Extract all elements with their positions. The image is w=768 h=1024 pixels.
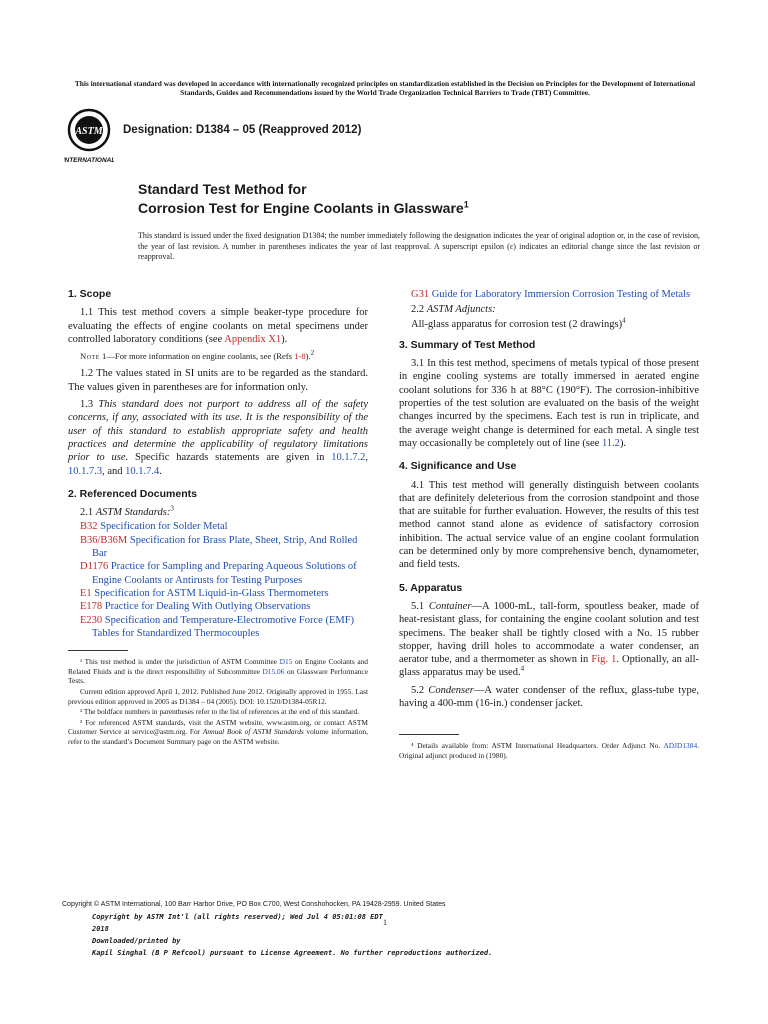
paragraph-2-1 (68, 506, 368, 519)
list-item (68, 600, 368, 613)
license-line-3: Kapil Singhal (B P Refcool) pursuant to License Agreement. No further reproductions authorized. (92, 949, 493, 957)
hazard-ref-link-2[interactable]: 10.1.7.3 (68, 465, 103, 477)
ref-code-link[interactable]: E1 (80, 587, 92, 599)
issuance-note: This standard is issued under the fixed designation D1384; the number immediately following the designation indicates the year of original adoption or, in the case of revision, the year of last revision. A number in parentheses indicates the year of last reapproval. A superscript epsilon (ε) indicates an editorial change since the last revision or reapproval. (138, 231, 700, 261)
fn1-b: on Engine Coolants and Related Fluids and is the direct responsibility of Subcommittee (68, 657, 368, 676)
fn4-b: . Original adjunct produced in (1980). (399, 741, 699, 760)
paragraph-1-3 (68, 398, 368, 478)
section-11-2-link[interactable]: 11.2 (601, 437, 620, 449)
appendix-link[interactable]: Appendix X1 (224, 333, 282, 345)
astm-logo-icon (64, 108, 114, 166)
paragraph-5-1 (399, 600, 699, 680)
note-sup: 2 (310, 349, 315, 358)
section-scope-heading: 1. Scope (68, 288, 112, 300)
ref-code-link[interactable]: D1176 (80, 561, 109, 573)
paragraph-5-1-end: . Optionally, an all-glass apparatus may be used. (399, 654, 699, 679)
fn3-italic: Annual Book of ASTM Standards (202, 727, 304, 737)
adjunct-item (399, 318, 699, 331)
sep-2: , and (102, 465, 126, 477)
paragraph-1-3-num: 1.3 (80, 399, 99, 411)
license-line-2: Downloaded/printed by (92, 937, 181, 945)
ref-code-link[interactable]: G31 (411, 289, 430, 300)
footnote-1 (68, 657, 368, 686)
paragraph-3-1-end: ). (619, 437, 627, 449)
astm-adjuncts-label: ASTM Adjuncts: (426, 304, 496, 316)
page-number: 1 (383, 918, 387, 927)
wto-notice: This international standard was developed in accordance with internationally recognized principles on standardization established in the Decision on Principles for the Development of International Standards, Guides and Recommendations issued by the World Trade Organization Technical Barriers to Trade (TBT) Committee. (74, 79, 696, 97)
reference-list (68, 520, 368, 640)
list-item (68, 587, 368, 600)
fn3-a: ³ For referenced ASTM standards, visit the ASTM website, www.astm.org, or contact ASTM Customer Service at service@astm.org. For (68, 717, 368, 737)
footnote-3 (68, 718, 368, 747)
hazard-ref-link-3[interactable]: 10.1.7.4 (125, 465, 160, 477)
ref-code-link[interactable]: E230 (80, 614, 103, 626)
paragraph-3-1-text: 3.1 In this test method, specimens of metals typical of those present in engine cooling systems are totally immersed in aerated engine coolant solutions for 336 h at 88°C (190°F). The corrosion-inhibitive properties of the test solution are evaluated on the basis of the weight changes incurred by the specimens. Each test is run in triplicate, and the average weight change is determined for each metal. A single test may occasionally be completely out of line (see (399, 358, 699, 449)
ref-title-link[interactable]: Specification and Temperature-Electromotive Force (EMF) Tables for Standardized Thermocouples (92, 614, 355, 639)
copyright-address: Copyright © ASTM International, 100 Barr Harbor Drive, PO Box C700, West Conshohocken, PA 19428-2959. United States (62, 901, 446, 908)
paragraph-4-1: 4.1 This test method will generally distinguish between coolants that are definitely deleterious from the corrosion standpoint and those that are suitable for further evaluation. However, the results of this test method cannot stand alone as evidence of satisfactory corrosion inhibition. The actual service value of an engine coolant formulation can be determined only by more comprehensive bench, dynamometer, and field tests. (399, 479, 699, 571)
section-significance-heading: 4. Significance and Use (399, 460, 517, 473)
ref-title-link[interactable]: Specification for ASTM Liquid-in-Glass Thermometers (91, 587, 329, 599)
list-item (68, 560, 368, 587)
fn1-a: ¹ This test method is under the jurisdiction of ASTM Committee (80, 657, 280, 667)
right-footnotes (399, 741, 699, 760)
footnote-divider (68, 650, 128, 651)
condenser-label: Condenser (428, 684, 474, 696)
title-line1: Standard Test Method for (138, 181, 307, 197)
reference-list-continued (399, 288, 699, 301)
paragraph-1-1 (68, 306, 368, 346)
document-title (138, 180, 698, 218)
ref-title-link[interactable]: Practice for Dealing With Outlying Observations (102, 601, 311, 613)
astm-standards-sup: 3 (170, 504, 174, 513)
license-stamp (92, 911, 493, 959)
section-summary-heading: 3. Summary of Test Method (399, 338, 536, 351)
fig-1-link[interactable]: Fig. 1 (591, 654, 617, 666)
paragraph-5-1-text: —A 1000-mL, tall-form, spoutless beaker, made of heat-resistant glass, for containing the engine coolant solution and test specimens. The beaker shall be tightly closed with a No. 15 rubber stopper, having drill holes to accommodate a water condenser, an aerator tube, and a thermometer as shown in (399, 600, 700, 666)
fn1-c: on Glassware Performance Tests. (68, 666, 368, 686)
title-line2-text: Corrosion Test for Engine Coolants in Glassware (138, 200, 464, 216)
left-column (68, 288, 368, 747)
note-text: 1—For more information on engine coolants, see (Refs (99, 351, 295, 362)
title-line2 (138, 199, 698, 218)
paragraph-1-2: 1.2 The values stated in SI units are to be regarded as the standard. The values given in parentheses are for information only. (68, 368, 368, 393)
paragraph-5-1-num: 5.1 (411, 600, 429, 612)
adjunct-link[interactable]: ADJD1384 (663, 741, 698, 751)
section-apparatus-heading: 5. Apparatus (399, 581, 463, 594)
list-item (399, 288, 699, 301)
paragraph-2-2 (399, 303, 699, 316)
footnote-2: ² The boldface numbers in parentheses refer to the list of references at the end of this standard. (80, 707, 360, 717)
paragraph-5-2-text: —A water condenser of the reflux, glass-tube type, having a 400-mm (16-in.) condenser jacket. (399, 684, 700, 710)
paragraph-5-2 (399, 684, 699, 711)
ref-code-link[interactable]: B32 (80, 521, 98, 533)
paragraph-5-1-sup: 4 (520, 664, 525, 673)
logo-letters: ASTM (75, 126, 103, 137)
astm-logo (64, 108, 114, 166)
logo-org: INTERNATIONAL (64, 157, 114, 164)
paragraph-1-3-end: . (159, 465, 162, 477)
ref-title-link[interactable]: Specification for Brass Plate, Sheet, Strip, And Rolled Bar (92, 534, 358, 560)
note-1 (68, 350, 368, 363)
astm-standards-label: ASTM Standards: (95, 507, 171, 519)
right-column (399, 288, 699, 762)
sep-1: , (365, 452, 368, 464)
note-end: ). (305, 351, 311, 362)
paragraph-5-2-num: 5.2 (411, 684, 429, 696)
fn3-b: volume information, refer to the standard’s Document Summary page on the ASTM website. (68, 727, 368, 746)
container-label: Container (428, 600, 472, 612)
footnote-1-edition: Current edition approved April 1, 2012. Published June 2012. Originally approved in 1955. Last previous edition approved in 2005 as D1384 – 04 (2005). DOI: 10.1520/D1384-05R12. (68, 686, 368, 706)
adjunct-sup: 4 (622, 316, 626, 325)
paragraph-3-1 (399, 357, 699, 450)
title-footnote-marker: 1 (463, 199, 469, 210)
paragraph-2-2-num: 2.2 (411, 304, 427, 316)
ref-code-link[interactable]: E178 (80, 601, 103, 613)
hazard-ref-link-1[interactable]: 10.1.7.2 (331, 452, 366, 464)
paragraph-1-1-text: 1.1 This test method covers a simple beaker-type procedure for evaluating the effects of engine coolants on metal specimens under controlled laboratory conditions (see (68, 307, 368, 345)
ref-title-link[interactable]: Guide for Laboratory Immersion Corrosion Testing of Metals (429, 289, 691, 300)
list-item (68, 534, 368, 561)
designation: Designation: D1384 – 05 (Reapproved 2012) (123, 124, 362, 136)
left-footnotes (68, 657, 368, 746)
license-line-1: Copyright by ASTM Int'l (all rights reserved); Wed Jul 4 05:01:08 EDT 2018 (92, 913, 383, 933)
section-referenced-documents-heading: 2. Referenced Documents (68, 487, 197, 500)
paragraph-1-3-rest: Specific hazards statements are given in (128, 452, 332, 464)
note-label: Note (80, 351, 100, 362)
list-item (68, 520, 368, 533)
fn4-a: ⁴ Details available from: ASTM International Headquarters. Order Adjunct No. (411, 741, 664, 751)
footnote-4 (399, 741, 699, 760)
list-item (68, 614, 368, 641)
ref-code-link[interactable]: B36/B36M (80, 534, 128, 546)
adjunct-text: All-glass apparatus for corrosion test (2 drawings) (411, 318, 623, 330)
safety-statement: This standard does not purport to address all of the safety concerns, if any, associated with its use. It is the responsibility of the user of this standard to establish appropriate safety and health practices and determine the applicability of regulatory limitations prior to use. (68, 399, 368, 464)
paragraph-2-1-num: 2.1 (80, 507, 96, 519)
ref-title-link[interactable]: Practice for Sampling and Preparing Aqueous Solutions of Engine Coolants or Antirusts for Testing Purposes (92, 561, 357, 586)
refs-link[interactable]: 1-8 (294, 351, 306, 362)
committee-link[interactable]: D15 (279, 657, 293, 667)
footnote-divider (399, 734, 459, 735)
ref-title-link[interactable]: Specification for Solder Metal (97, 521, 228, 533)
paragraph-1-1-end: ). (281, 333, 288, 345)
subcommittee-link[interactable]: D15.06 (262, 666, 285, 676)
